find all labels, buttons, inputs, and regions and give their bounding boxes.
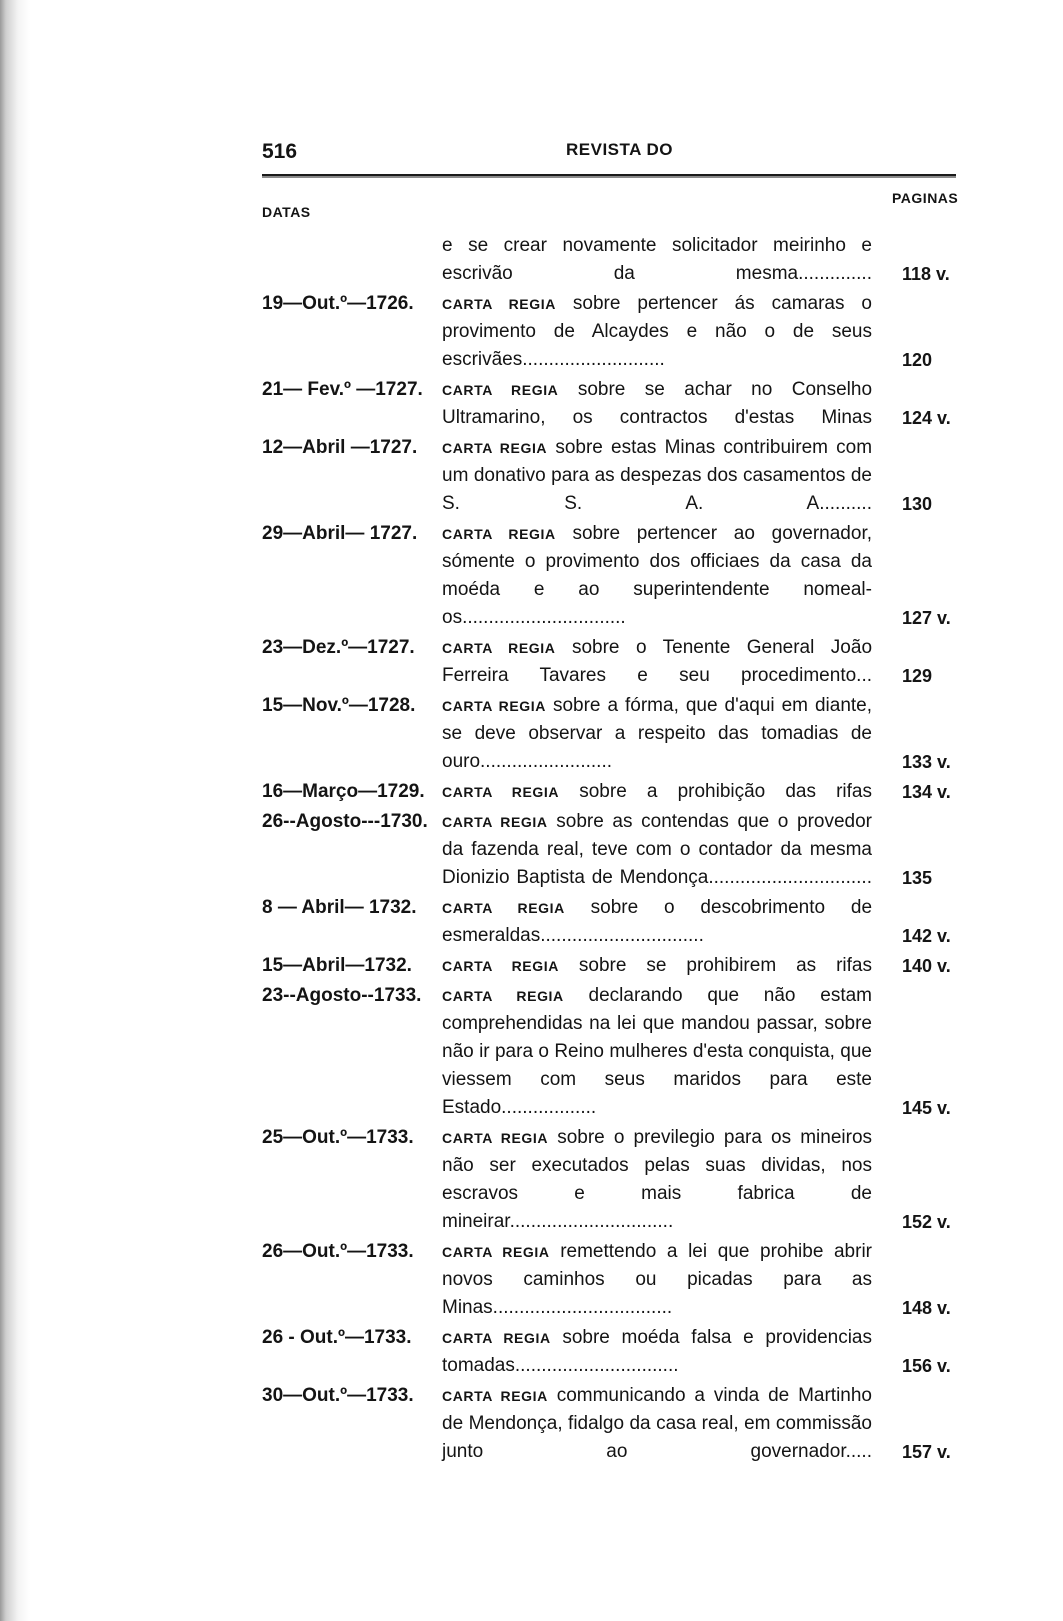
index-entry — [262, 982, 992, 1122]
entry-description: declarando que não estam comprehendidas na lei que mandou passar, sobre não ir para o Reino mulheres d'esta conquista, que viessem com seus maridos para este Estado.................. — [442, 985, 873, 1118]
entry-page-ref: 130 — [902, 494, 933, 514]
entry-page-ref: 127 v. — [902, 608, 951, 628]
entry-page-ref: 120 — [902, 350, 933, 370]
entry-label: CARTA REGIA — [442, 382, 559, 398]
entry-label: CARTA REGIA — [442, 698, 546, 714]
entry-page-ref: 118 v. — [902, 264, 950, 284]
running-head — [262, 132, 992, 172]
entry-description: sobre pertencer ás camaras o provimento de Alcaydes e não o de seus escrivães........................... — [442, 293, 873, 370]
index-entry — [262, 634, 992, 690]
entry-date: 23--Agosto--1733. — [262, 985, 422, 1006]
entry-date: 26 - Out.º—1733. — [262, 1327, 412, 1348]
entry-text — [442, 290, 872, 374]
column-header-paginas: PAGINAS — [892, 190, 959, 206]
entry-page-ref: 140 v. — [902, 956, 951, 976]
entry-date: 29—Abril— 1727. — [262, 523, 418, 544]
entry-text — [442, 1324, 872, 1380]
index-entry — [262, 376, 992, 432]
entry-date: 16—Março—1729. — [262, 781, 425, 802]
entry-label: CARTA REGIA — [442, 296, 556, 312]
entry-label: CARTA REGIA — [442, 958, 559, 974]
entry-description: sobre estas Minas contribuirem com um donativo para as despezas dos casamentos de S. S. A. A.......... — [442, 437, 873, 514]
index-entry — [262, 232, 992, 288]
entry-description: sobre o previlegio para os mineiros não ser executados pelas suas dividas, nos escravos e mais fabrica de mineirar............................... — [442, 1127, 873, 1232]
entry-date: 15—Nov.º—1728. — [262, 695, 416, 716]
entry-date: 12—Abril —1727. — [262, 437, 418, 458]
index-entry — [262, 520, 992, 632]
index-entry — [262, 1382, 992, 1466]
entry-text — [442, 1382, 872, 1466]
entry-page-ref: 124 v. — [902, 408, 951, 428]
entry-description: sobre as contendas que o provedor da fazenda real, teve com o contador da mesma Dionizio Baptista de Mendonça............................... — [442, 811, 872, 888]
binding-gutter — [0, 0, 30, 1621]
entry-description: sobre a fórma, que d'aqui em diante, se deve observar a respeito das tomadias de ouro......................... — [442, 695, 873, 772]
entry-text — [442, 692, 872, 776]
entry-page-ref: 157 v. — [902, 1442, 951, 1462]
entry-description: sobre se achar no Conselho Ultramarino, os contractos d'estas Minas — [442, 379, 873, 428]
entry-page-ref: 135 — [902, 868, 933, 888]
entry-label: CARTA REGIA — [442, 440, 548, 456]
index-entry — [262, 1238, 992, 1322]
entry-page-ref: 133 v. — [902, 752, 951, 772]
entry-text — [442, 894, 872, 950]
entry-date: 26—Out.º—1733. — [262, 1241, 414, 1262]
index-entry — [262, 778, 992, 806]
entry-label: CARTA REGIA — [442, 1244, 550, 1260]
index-entry — [262, 1124, 992, 1236]
entry-text — [442, 808, 872, 892]
document-page — [262, 132, 992, 222]
entry-label: CARTA REGIA — [442, 526, 556, 542]
index-entry — [262, 692, 992, 776]
index-entry — [262, 1324, 992, 1380]
entry-date: 8 — Abril— 1732. — [262, 897, 417, 918]
entry-date: 21— Fev.º —1727. — [262, 379, 423, 400]
entry-label: CARTA REGIA — [442, 640, 556, 656]
entry-text — [442, 520, 872, 632]
entry-label: CARTA REGIA — [442, 814, 548, 830]
entry-description: sobre o descobrimento de esmeraldas............................... — [442, 897, 873, 946]
entry-page-ref: 156 v. — [902, 1356, 951, 1376]
entry-description: communicando a vinda de Martinho de Mendonça, fidalgo da casa real, em commissão junto ao governador..... — [442, 1385, 872, 1462]
running-title: REVISTA DO — [566, 140, 674, 159]
column-headers — [262, 192, 992, 222]
entry-description: sobre o Tenente General João Ferreira Tavares e seu procedimento... — [442, 637, 873, 686]
entry-description: sobre a prohibição das rifas — [579, 781, 872, 802]
entry-description: sobre pertencer ao governador, sómente o provimento dos officiaes da casa da moéda e ao superintendente nomeal-os............................... — [442, 523, 872, 628]
entry-description: sobre moéda falsa e providencias tomadas............................... — [442, 1327, 872, 1376]
entry-label: CARTA REGIA — [442, 988, 564, 1004]
entry-label: CARTA REGIA — [442, 784, 560, 800]
entry-page-ref: 142 v. — [902, 926, 951, 946]
entry-date: 30—Out.º—1733. — [262, 1385, 414, 1406]
index-entry — [262, 808, 992, 892]
entry-page-ref: 145 v. — [902, 1098, 951, 1118]
index-entry — [262, 952, 992, 980]
entry-text — [442, 634, 872, 690]
entry-text — [442, 376, 872, 432]
entry-label: CARTA REGIA — [442, 1388, 548, 1404]
entry-description: sobre se prohibirem as rifas — [578, 955, 872, 976]
entry-text — [442, 952, 872, 980]
entry-text — [442, 232, 872, 288]
entry-date: 26--Agosto---1730. — [262, 811, 428, 832]
entry-label: CARTA REGIA — [442, 1330, 551, 1346]
entry-label: CARTA REGIA — [442, 1130, 549, 1146]
entry-text — [442, 982, 872, 1122]
column-header-datas: DATAS — [262, 204, 311, 220]
entry-text — [442, 1124, 872, 1236]
entries-list — [262, 232, 992, 1468]
entry-date: 19—Out.º—1726. — [262, 293, 414, 314]
entry-text — [442, 1238, 872, 1322]
entry-page-ref: 134 v. — [902, 782, 951, 802]
entry-date: 15—Abril—1732. — [262, 955, 412, 976]
header-rule — [262, 174, 956, 176]
entry-page-ref: 129 — [902, 666, 933, 686]
entry-label: CARTA REGIA — [442, 900, 565, 916]
entry-text — [442, 434, 872, 518]
index-entry — [262, 434, 992, 518]
page-number: 516 — [262, 140, 298, 163]
entry-description: remettendo a lei que prohibe abrir novos caminhos ou picadas para as Minas.................................. — [442, 1241, 872, 1318]
entry-date: 25—Out.º—1733. — [262, 1127, 414, 1148]
index-entry — [262, 894, 992, 950]
entry-description: e se crear novamente solicitador meirinho e escrivão da mesma.............. — [442, 235, 872, 284]
entry-date: 23—Dez.º—1727. — [262, 637, 415, 658]
entry-page-ref: 148 v. — [902, 1298, 951, 1318]
entry-page-ref: 152 v. — [902, 1212, 951, 1232]
entry-text — [442, 778, 872, 806]
index-entry — [262, 290, 992, 374]
